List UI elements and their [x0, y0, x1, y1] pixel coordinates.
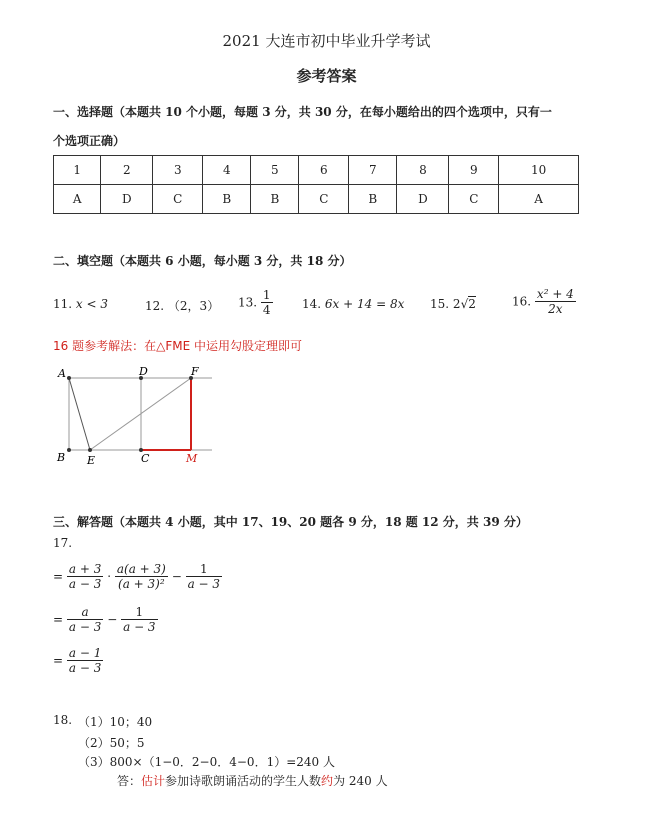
q14-label: 14.	[302, 297, 322, 311]
answer-tail: 为 240 人	[333, 774, 388, 788]
q16-denominator: 2x	[535, 301, 576, 316]
page-subtitle: 参考答案	[296, 67, 357, 85]
q16-numerator: x² + 4	[536, 287, 574, 301]
geometry-figure	[52, 364, 222, 468]
fraction	[121, 605, 157, 634]
equals-sign: =	[53, 612, 64, 627]
answer-table	[53, 155, 579, 214]
table-cell: 10	[499, 156, 579, 185]
q12	[145, 297, 219, 314]
q18-part3: （3）800×（1−0．2−0．4−0．1）=240 人	[78, 755, 335, 769]
table-cell: C	[449, 185, 499, 214]
numerator: a(a + 3)	[116, 562, 166, 576]
q11-answer: x < 3	[75, 297, 109, 311]
q17-line2	[53, 605, 158, 634]
section2-heading: 二、填空题（本题共 6 小题，每小题 3 分，共 18 分）	[53, 254, 352, 268]
page-title: 2021 大连市初中毕业升学考试	[222, 32, 431, 50]
answer-estimate: 估计	[141, 774, 166, 788]
q17-line1	[53, 562, 222, 591]
label-D: D	[139, 365, 148, 378]
line-AE	[69, 378, 90, 450]
q13-denominator: 4	[262, 303, 271, 317]
fraction	[67, 605, 103, 634]
label-A: A	[58, 367, 66, 380]
q18-part1: （1）10；40	[78, 715, 153, 729]
q18-label: 18.	[53, 713, 73, 727]
table-cell: A	[499, 185, 579, 214]
q11-label: 11.	[53, 297, 73, 311]
numerator: a + 3	[68, 562, 102, 576]
table-cell: B	[251, 185, 299, 214]
table-cell: D	[101, 185, 153, 214]
table-cell: 8	[397, 156, 449, 185]
q18-part2: （2）50；5	[78, 736, 145, 750]
q13-label: 13.	[238, 295, 258, 310]
table-cell: 6	[299, 156, 349, 185]
equals-sign: =	[53, 569, 64, 584]
denominator: (a + 3)²	[115, 576, 168, 591]
label-C: C	[141, 452, 150, 465]
q15	[430, 297, 476, 311]
q14-answer: 6x + 14 = 8x	[324, 297, 405, 311]
q13-numerator: 1	[262, 288, 271, 302]
label-M: M	[186, 452, 198, 465]
point-E	[88, 448, 92, 452]
table-cell: B	[203, 185, 251, 214]
table-row-answers	[54, 185, 579, 214]
table-cell: D	[397, 185, 449, 214]
q12-answer: （2，3）	[167, 299, 220, 313]
section1-heading: 一、选择题（本题共 10 个小题，每题 3 分，共 30 分，在每小题给出的四个选项中，只有一	[53, 105, 552, 119]
table-cell: 3	[153, 156, 203, 185]
q15-label: 15.	[430, 297, 450, 311]
section3-heading: 三、解答题（本题共 4 小题，其中 17、19、20 题各 9 分，18 题 12 分，共 39 分）	[53, 515, 528, 529]
label-B: B	[57, 451, 66, 464]
table-row-numbers	[54, 156, 579, 185]
table-cell: B	[349, 185, 397, 214]
point-A	[67, 376, 71, 380]
fraction	[186, 562, 222, 591]
table-cell: 9	[449, 156, 499, 185]
table-cell: A	[54, 185, 101, 214]
q16-label: 16.	[512, 294, 532, 309]
q12-label: 12.	[145, 299, 165, 313]
numerator: a − 1	[68, 646, 102, 660]
section1-heading-cont: 个选项正确）	[53, 134, 126, 148]
q17-label: 17.	[53, 536, 73, 550]
table-cell: 2	[101, 156, 153, 185]
fraction	[67, 562, 103, 591]
label-F: F	[191, 365, 199, 378]
fraction	[115, 562, 168, 591]
denominator: a − 3	[123, 620, 156, 634]
q11	[53, 297, 108, 311]
q18-answer	[117, 772, 388, 789]
answer-approx: 约	[321, 774, 334, 788]
q15-radicand: 2	[468, 297, 476, 311]
q16	[512, 287, 576, 316]
point-B	[67, 448, 71, 452]
minus-sign: −	[107, 612, 118, 627]
numerator: 1	[135, 605, 144, 619]
q16-hint: 16 题参考解法：在△FME 中运用勾股定理即可	[53, 339, 302, 353]
fraction	[67, 646, 103, 675]
numerator: 1	[200, 562, 208, 576]
table-cell: 4	[203, 156, 251, 185]
table-cell: 5	[251, 156, 299, 185]
table-cell: 1	[54, 156, 101, 185]
q16-fraction	[535, 287, 576, 316]
table-cell: C	[299, 185, 349, 214]
answer-body: 参加诗歌朗诵活动的学生人数	[165, 774, 322, 788]
numerator: a	[81, 605, 89, 619]
q15-coefficient: 2	[452, 297, 461, 311]
table-cell: C	[153, 185, 203, 214]
q13	[238, 288, 273, 317]
equals-sign: =	[53, 653, 64, 668]
minus-sign: −	[171, 569, 182, 584]
q14	[302, 297, 404, 311]
denominator: a − 3	[68, 661, 102, 675]
q13-fraction	[261, 288, 273, 317]
dot-operator: ·	[107, 569, 112, 584]
denominator: a − 3	[187, 577, 221, 591]
label-E: E	[87, 454, 96, 467]
denominator: a − 3	[68, 577, 102, 591]
answer-prefix: 答：	[117, 774, 142, 788]
table-cell: 7	[349, 156, 397, 185]
sqrt-icon: √	[460, 297, 469, 311]
denominator: a − 3	[68, 620, 102, 634]
q17-line3	[53, 646, 103, 675]
